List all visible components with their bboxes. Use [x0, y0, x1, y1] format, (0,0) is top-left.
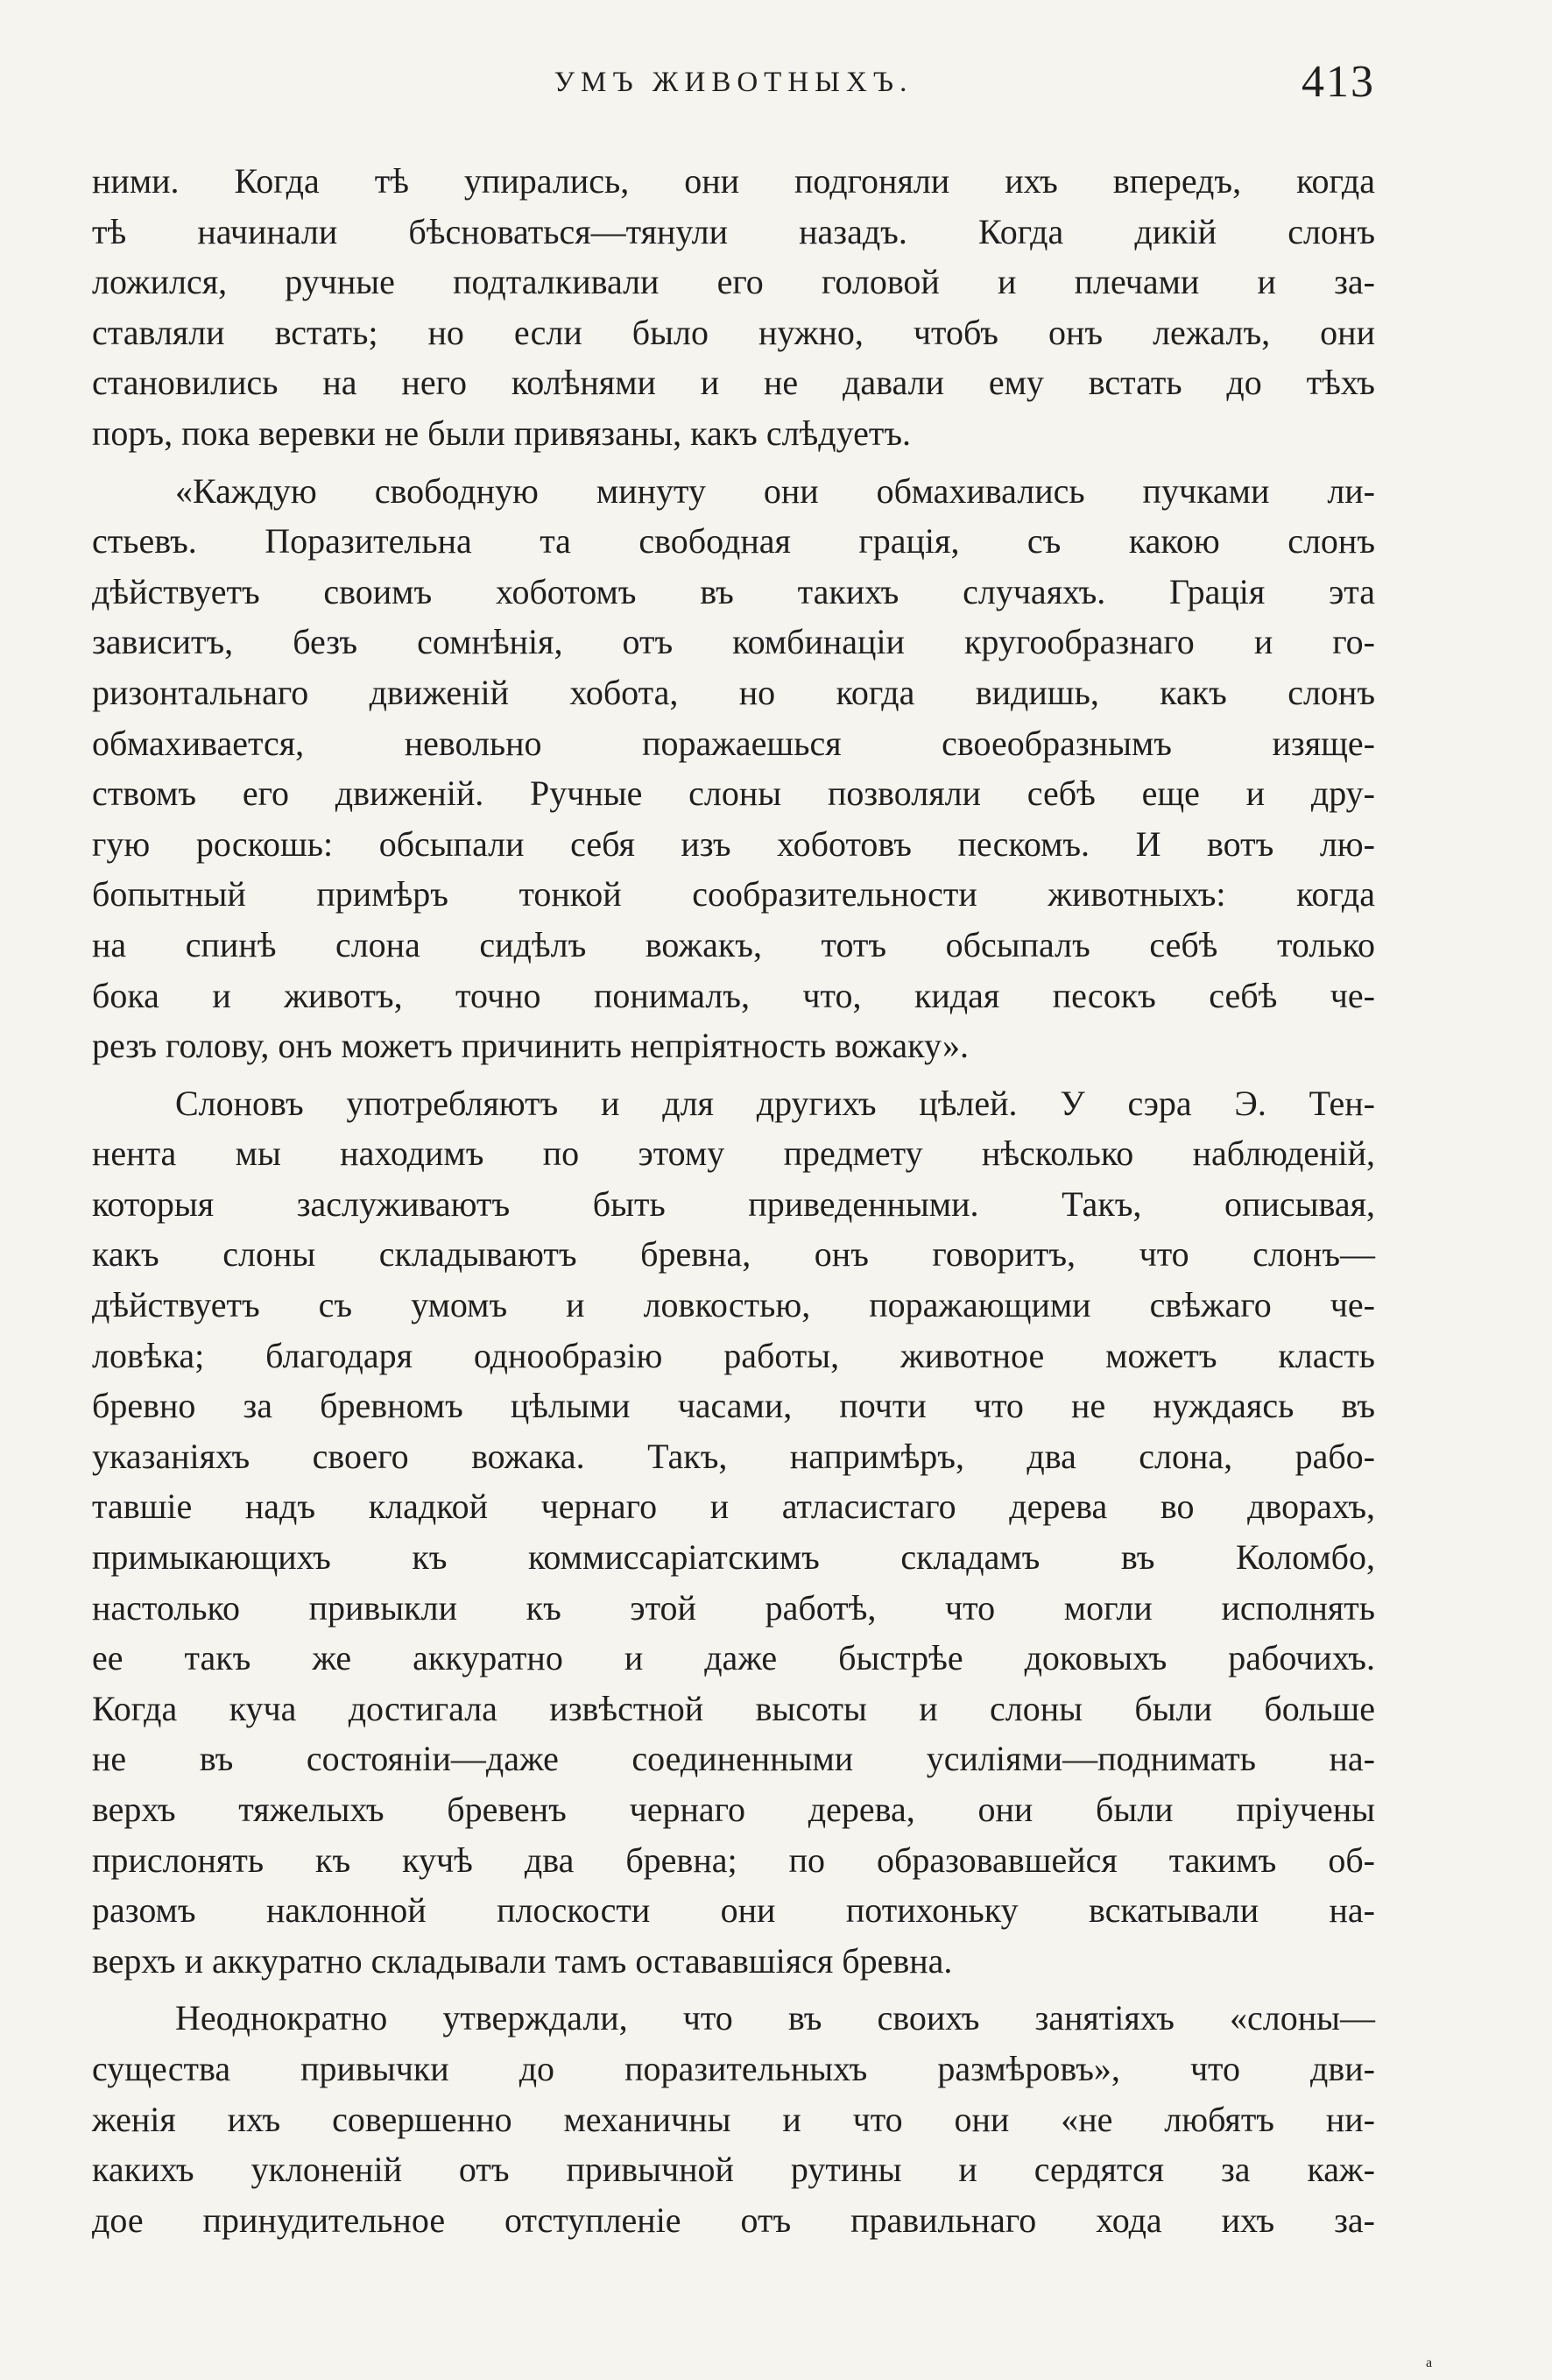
text-line: зависитъ, безъ сомнѣнія, отъ комбинаціи кругообразнаго и го-	[92, 622, 1375, 662]
text-line: бревно за бревномъ цѣлыми часами, почти что не нуждаясь въ	[92, 1386, 1375, 1426]
text-line: дѣйствуетъ съ умомъ и ловкостью, поражающими свѣжаго че-	[92, 1285, 1375, 1325]
text-line: дѣйствуетъ своимъ хоботомъ въ такихъ случаяхъ. Грація эта	[92, 571, 1375, 611]
text-line: не въ состояніи—даже соединенными усиліями—поднимать на-	[92, 1739, 1375, 1779]
signature-mark: a	[1426, 2355, 1433, 2370]
body-text	[92, 156, 1375, 2245]
text-line: тѣ начинали бѣсноваться—тянули назадъ. Когда дикій слонъ	[92, 211, 1375, 251]
text-line: тавшіе надъ кладкой чернаго и атласистаго дерева во дворахъ,	[92, 1487, 1375, 1527]
text-line: бопытный примѣръ тонкой сообразительности животныхъ: когда	[92, 874, 1375, 915]
running-title: УМЪ ЖИВОТНЫХЪ.	[554, 67, 914, 98]
text-line: резъ голову, онъ можетъ причинить непріятность вожаку».	[92, 1026, 970, 1066]
text-line: обмахивается, невольно поражаешься своеобразнымъ изяще-	[92, 723, 1375, 763]
text-line: настолько привыкли къ этой работѣ, что могли исполнять	[92, 1587, 1375, 1628]
text-line: женія ихъ совершенно механичны и что они «не любятъ ни-	[92, 2099, 1375, 2139]
text-line: ложился, ручные подталкивали его головой и плечами и за-	[92, 262, 1375, 302]
text-line: гую роскошь: обсыпали себя изъ хоботовъ пескомъ. И вотъ лю-	[92, 823, 1375, 864]
text-line: верхъ тяжелыхъ бревенъ чернаго дерева, они были пріучены	[92, 1790, 1375, 1829]
text-line: верхъ и аккуратно складывали тамъ остававшіяся бревна.	[92, 1940, 953, 1981]
text-line: ее такъ же аккуратно и даже быстрѣе доковыхъ рабочихъ.	[92, 1638, 1375, 1678]
text-line: которыя заслуживаютъ быть приведенными. Такъ, описывая,	[92, 1183, 1375, 1224]
page-header	[92, 54, 1375, 124]
text-line: нента мы находимъ по этому предмету нѣсколько наблюденій,	[92, 1134, 1375, 1174]
text-line: прислонять къ кучѣ два бревна; по образовавшейся такимъ об-	[92, 1840, 1375, 1880]
text-line: ними. Когда тѣ упирались, они подгоняли ихъ впередъ, когда	[92, 161, 1375, 201]
text-line: Слоновъ употребляютъ и для другихъ цѣлей. У сэра Э. Тен-	[175, 1083, 1375, 1123]
text-line: ризонтальнаго движеній хобота, но когда видишь, какъ слонъ	[92, 672, 1375, 712]
text-line: Когда куча достигала извѣстной высоты и слоны были больше	[92, 1688, 1375, 1728]
text-line: ловѣка; благодаря однообразію работы, животное можетъ класть	[92, 1335, 1375, 1375]
text-line: на спинѣ слона сидѣлъ вожакъ, тотъ обсыпалъ себѣ только	[92, 924, 1375, 964]
page-number: 413	[1302, 57, 1375, 107]
text-line: становились на него колѣнями и не давали ему встать до тѣхъ	[92, 363, 1375, 403]
text-line: «Каждую свободную минуту они обмахивались пучками ли-	[175, 470, 1375, 511]
text-line: Неоднократно утверждали, что въ своихъ занятіяхъ «слоны—	[175, 1998, 1375, 2038]
text-line: бока и животъ, точно понималъ, что, кидая песокъ себѣ че-	[92, 975, 1375, 1015]
text-line: существа привычки до поразительныхъ размѣровъ», что дви-	[92, 2048, 1375, 2088]
text-line: дое принудительное отступленіе отъ правильнаго хода ихъ за-	[92, 2200, 1375, 2240]
text-line: разомъ наклонной плоскости они потихоньку вскатывали на-	[92, 1890, 1375, 1931]
text-line: какъ слоны складываютъ бревна, онъ говоритъ, что слонъ—	[92, 1234, 1375, 1275]
text-line: стьевъ. Поразительна та свободная грація, съ какою слонъ	[92, 521, 1375, 561]
text-line: указаніяхъ своего вожака. Такъ, напримѣръ, два слона, рабо-	[92, 1436, 1375, 1476]
text-line: какихъ уклоненій отъ привычной рутины и сердятся за каж-	[92, 2150, 1375, 2190]
text-line: ствомъ его движеній. Ручные слоны позволяли себѣ еще и дру-	[92, 773, 1375, 814]
text-line: поръ, пока веревки не были привязаны, какъ слѣдуетъ.	[92, 413, 911, 453]
text-line: примыкающихъ къ коммиссаріатскимъ складамъ въ Коломбо,	[92, 1537, 1375, 1578]
text-line: ставляли встать; но если было нужно, чтобъ онъ лежалъ, они	[92, 312, 1375, 352]
